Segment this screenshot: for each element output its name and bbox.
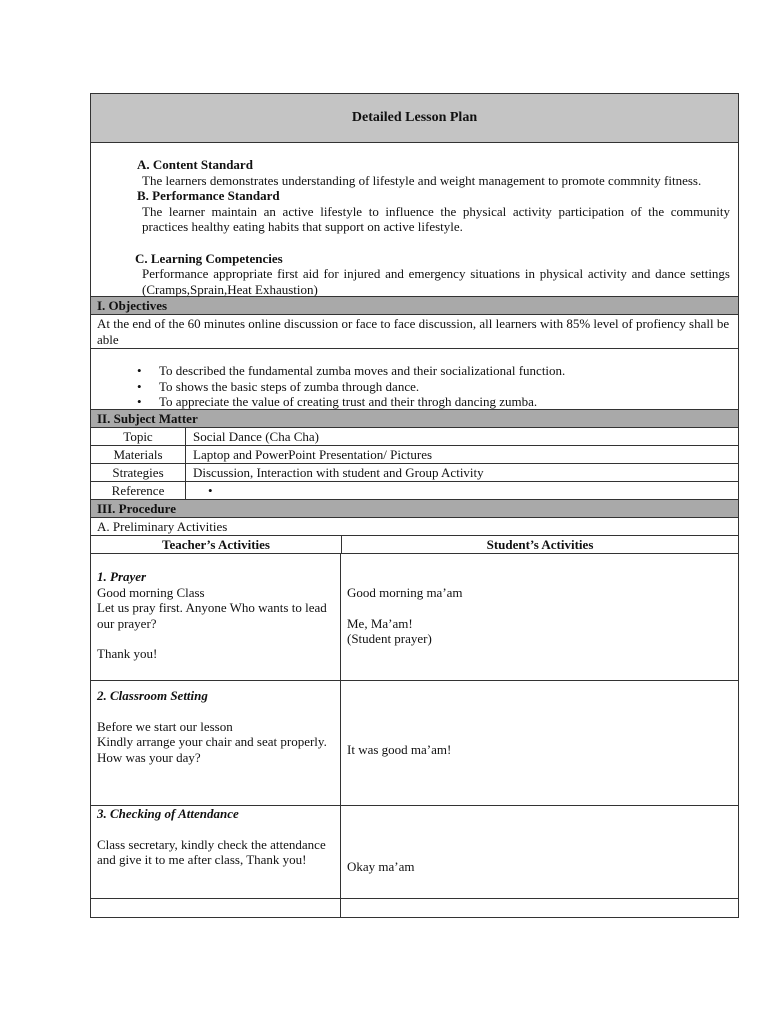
lesson-plan-document	[90, 93, 739, 918]
empty-student-cell	[341, 899, 738, 917]
prayer-student-cell	[341, 554, 738, 680]
subject-value: Discussion, Interaction with student and Group Activity	[193, 465, 484, 480]
prayer-title: 1. Prayer	[97, 569, 147, 584]
teacher-line: Good morning Class	[97, 584, 205, 600]
learning-competencies-text: Performance appropriate first aid for injured and emergency situations in physical activity and dance settings (Cramps,Sprain,Heat Exhaustion)	[142, 266, 730, 297]
student-line: (Student prayer)	[347, 631, 432, 646]
classroom-student-cell	[341, 681, 738, 805]
subject-row-reference	[91, 482, 738, 500]
teacher-line: Before we start our lesson	[97, 718, 233, 734]
prayer-row	[91, 554, 738, 681]
empty-row	[91, 899, 738, 917]
subject-row-materials	[91, 446, 738, 464]
procedure-heading: III. Procedure	[91, 500, 738, 518]
objective-item: • To described the fundamental zumba moves and their socializational function.	[137, 363, 566, 378]
prayer-teacher-cell	[91, 554, 341, 680]
preliminary-activities-label: A. Preliminary Activities	[91, 518, 738, 536]
objectives-heading: I. Objectives	[91, 297, 738, 315]
attendance-student-cell	[341, 806, 738, 898]
empty-teacher-cell	[91, 899, 341, 917]
performance-standard-heading: B. Performance Standard	[137, 188, 280, 203]
student-line: Good morning ma’am	[347, 585, 463, 600]
objectives-list	[91, 349, 738, 410]
subject-value: Laptop and PowerPoint Presentation/ Pictures	[193, 447, 433, 462]
subject-label: Topic	[91, 428, 186, 445]
bullet-icon: •	[137, 363, 142, 378]
teacher-line: Class secretary, kindly check the attendance and give it to me after class, Thank you!	[97, 836, 326, 867]
classroom-teacher-cell	[91, 681, 341, 805]
objective-item: • To appreciate the value of creating trust and their throgh dancing zumba.	[137, 394, 538, 409]
objective-item: • To shows the basic steps of zumba through dance.	[137, 378, 420, 394]
attendance-title: 3. Checking of Attendance	[97, 806, 239, 821]
student-line: Me, Ma’am!	[347, 615, 413, 631]
teacher-activities-header: Teacher’s Activities	[91, 536, 342, 553]
subject-matter-heading: II. Subject Matter	[91, 410, 738, 428]
teacher-line: Thank you!	[97, 646, 158, 661]
teacher-line: How was your day?	[97, 749, 201, 765]
attendance-teacher-cell	[91, 806, 341, 898]
teacher-line: Let us pray first. Anyone Who wants to lead our prayer?	[97, 600, 327, 631]
teacher-line: Kindly arrange your chair and seat properly.	[97, 734, 327, 749]
objectives-intro: At the end of the 60 minutes online discussion or face to face discussion, all learners with 85% level of profiency shall be able	[91, 315, 738, 349]
content-standard-text: The learners demonstrates understanding of lifestyle and weight management to promote commnity fitness.	[142, 172, 702, 188]
subject-value: Social Dance (Cha Cha)	[193, 429, 319, 444]
performance-standard-text: The learner maintain an active lifestyle to influence the physical activity participation of the community practices healthy eating habits that support on active lifestyle.	[142, 203, 730, 234]
student-line: Okay ma’am	[347, 859, 415, 874]
learning-competencies-heading: C. Learning Competencies	[135, 250, 283, 266]
subject-label: Materials	[91, 446, 186, 463]
subject-value: •	[208, 483, 213, 498]
classroom-setting-title: 2. Classroom Setting	[97, 688, 208, 703]
attendance-row	[91, 806, 738, 899]
document-title: Detailed Lesson Plan	[91, 94, 738, 143]
student-line: It was good ma’am!	[347, 742, 452, 757]
bullet-icon: •	[137, 378, 142, 394]
activities-header-row	[91, 536, 738, 554]
standards-section	[91, 143, 738, 297]
classroom-setting-row	[91, 681, 738, 806]
student-activities-header: Student’s Activities	[486, 537, 594, 552]
bullet-icon: •	[137, 394, 142, 409]
content-standard-heading: A. Content Standard	[137, 157, 253, 172]
subject-row-topic	[91, 428, 738, 446]
subject-row-strategies	[91, 464, 738, 482]
subject-label: Strategies	[91, 464, 186, 481]
subject-label: Reference	[91, 482, 186, 499]
